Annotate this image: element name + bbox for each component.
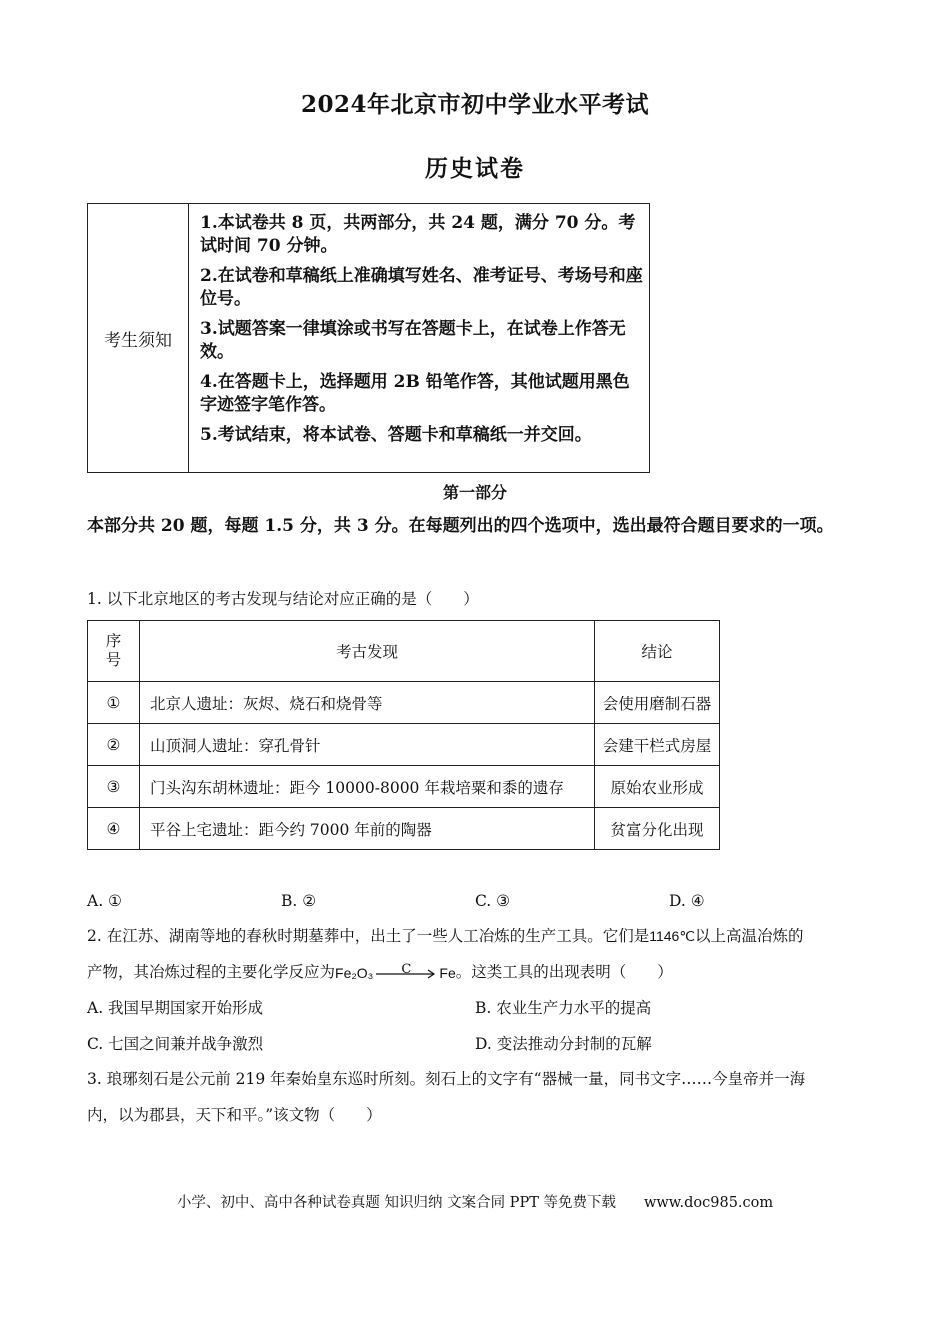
table-row (88, 682, 720, 724)
question-2-text: 。这类工具的出现表明（ ） (455, 963, 673, 981)
question-1-table (87, 620, 720, 850)
notice-box (87, 203, 650, 473)
table-cell: ② (88, 724, 140, 766)
question-3-line1: 3. 琅琊刻石是公元前 219 年秦始皇东巡时所刻。刻石上的文字有“器械一量，同书文字……今皇帝并一海 (87, 1070, 806, 1088)
question-2-option-a: A. 我国早期国家开始形成 (87, 999, 264, 1017)
table-cell: 会建干栏式房屋 (595, 724, 720, 766)
chemical-reaction (335, 956, 456, 990)
product: Fe (439, 965, 456, 981)
table-cell: 平谷上宅遗址：距今约 7000 年前的陶器 (140, 808, 595, 850)
notice-label: 考生须知 (88, 204, 189, 472)
question-2-text: 2. 在江苏、湖南等地的春秋时期墓葬中，出土了一些人工冶炼的生产工具。它们是 (87, 927, 650, 945)
question-2-option-c: C. 七国之间兼并战争激烈 (87, 1035, 264, 1053)
table-cell: 北京人遗址：灰烬、烧石和烧骨等 (140, 682, 595, 724)
table-header-cell: 考古发现 (140, 621, 595, 682)
table-header-cell (88, 621, 140, 682)
notice-item: 1.本试卷共 8 页，共两部分，共 24 题，满分 70 分。考试时间 70 分钟。 (200, 213, 636, 256)
question-1-stem: 1. 以下北京地区的考古发现与结论对应正确的是（ ） (87, 590, 479, 608)
exam-subtitle: 历史试卷 (425, 155, 525, 182)
header-number-label: 序号 (105, 632, 122, 669)
arrow-right-icon (375, 963, 437, 983)
table-cell: ④ (88, 808, 140, 850)
notice-list (200, 212, 644, 454)
table-cell: 贫富分化出现 (595, 808, 720, 850)
table-cell: 会使用磨制石器 (595, 682, 720, 724)
table-cell: ③ (88, 766, 140, 808)
reactant: Fe₂O₃ (335, 965, 374, 981)
question-2-option-d: D. 变法推动分封制的瓦解 (475, 1035, 652, 1053)
reaction-arrow (375, 963, 437, 983)
question-2-stem-line1 (87, 919, 877, 953)
page-footer (0, 1191, 950, 1212)
reaction-condition: C (401, 962, 412, 977)
question-2-text: 产物，其冶炼过程的主要化学反应为 (87, 963, 336, 981)
footer-text: 小学、初中、高中各种试卷真题 知识归纳 文案合同 PPT 等免费下载 (176, 1195, 616, 1211)
question-2-option-b: B. 农业生产力水平的提高 (475, 999, 652, 1017)
part-title: 第一部分 (442, 483, 507, 502)
table-header-row (88, 621, 720, 682)
temperature-value: 1146℃ (649, 928, 696, 944)
notice-item: 3.试题答案一律填涂或书写在答题卡上，在试卷上作答无效。 (200, 319, 626, 362)
notice-item: 5.考试结束，将本试卷、答题卡和草稿纸一并交回。 (200, 425, 592, 445)
question-1-option-c: C. ③ (475, 892, 511, 910)
question-3-line2: 内，以为郡县，天下和平。”该文物（ ） (87, 1106, 382, 1124)
table-cell: 原始农业形成 (595, 766, 720, 808)
notice-item: 2.在试卷和草稿纸上准确填写姓名、准考证号、考场号和座位号。 (200, 266, 643, 309)
question-2-text: 以上高温冶炼的 (695, 927, 804, 945)
table-row (88, 808, 720, 850)
table-cell: 门头沟东胡林遗址：距今 10000-8000 年栽培粟和黍的遗存 (140, 766, 595, 808)
notice-item: 4.在答题卡上，选择题用 2B 铅笔作答，其他试题用黑色字迹签字笔作答。 (200, 372, 630, 415)
footer-site-link[interactable]: www.doc985.com (643, 1195, 774, 1211)
table-header-cell: 结论 (595, 621, 720, 682)
exam-title: 2024年北京市初中学业水平考试 (300, 91, 649, 118)
table-cell: 山顶洞人遗址：穿孔骨针 (140, 724, 595, 766)
table-cell: ① (88, 682, 140, 724)
question-1-option-b: B. ② (281, 892, 317, 910)
question-2-stem-line2 (87, 955, 877, 990)
table-row (88, 766, 720, 808)
question-1-option-d: D. ④ (669, 892, 705, 910)
question-1-option-a: A. ① (87, 892, 122, 910)
part-instructions: 本部分共 20 题，每题 1.5 分，共 3 分。在每题列出的四个选项中，选出最符合题目要求的一项。 (87, 516, 834, 536)
table-row (88, 724, 720, 766)
